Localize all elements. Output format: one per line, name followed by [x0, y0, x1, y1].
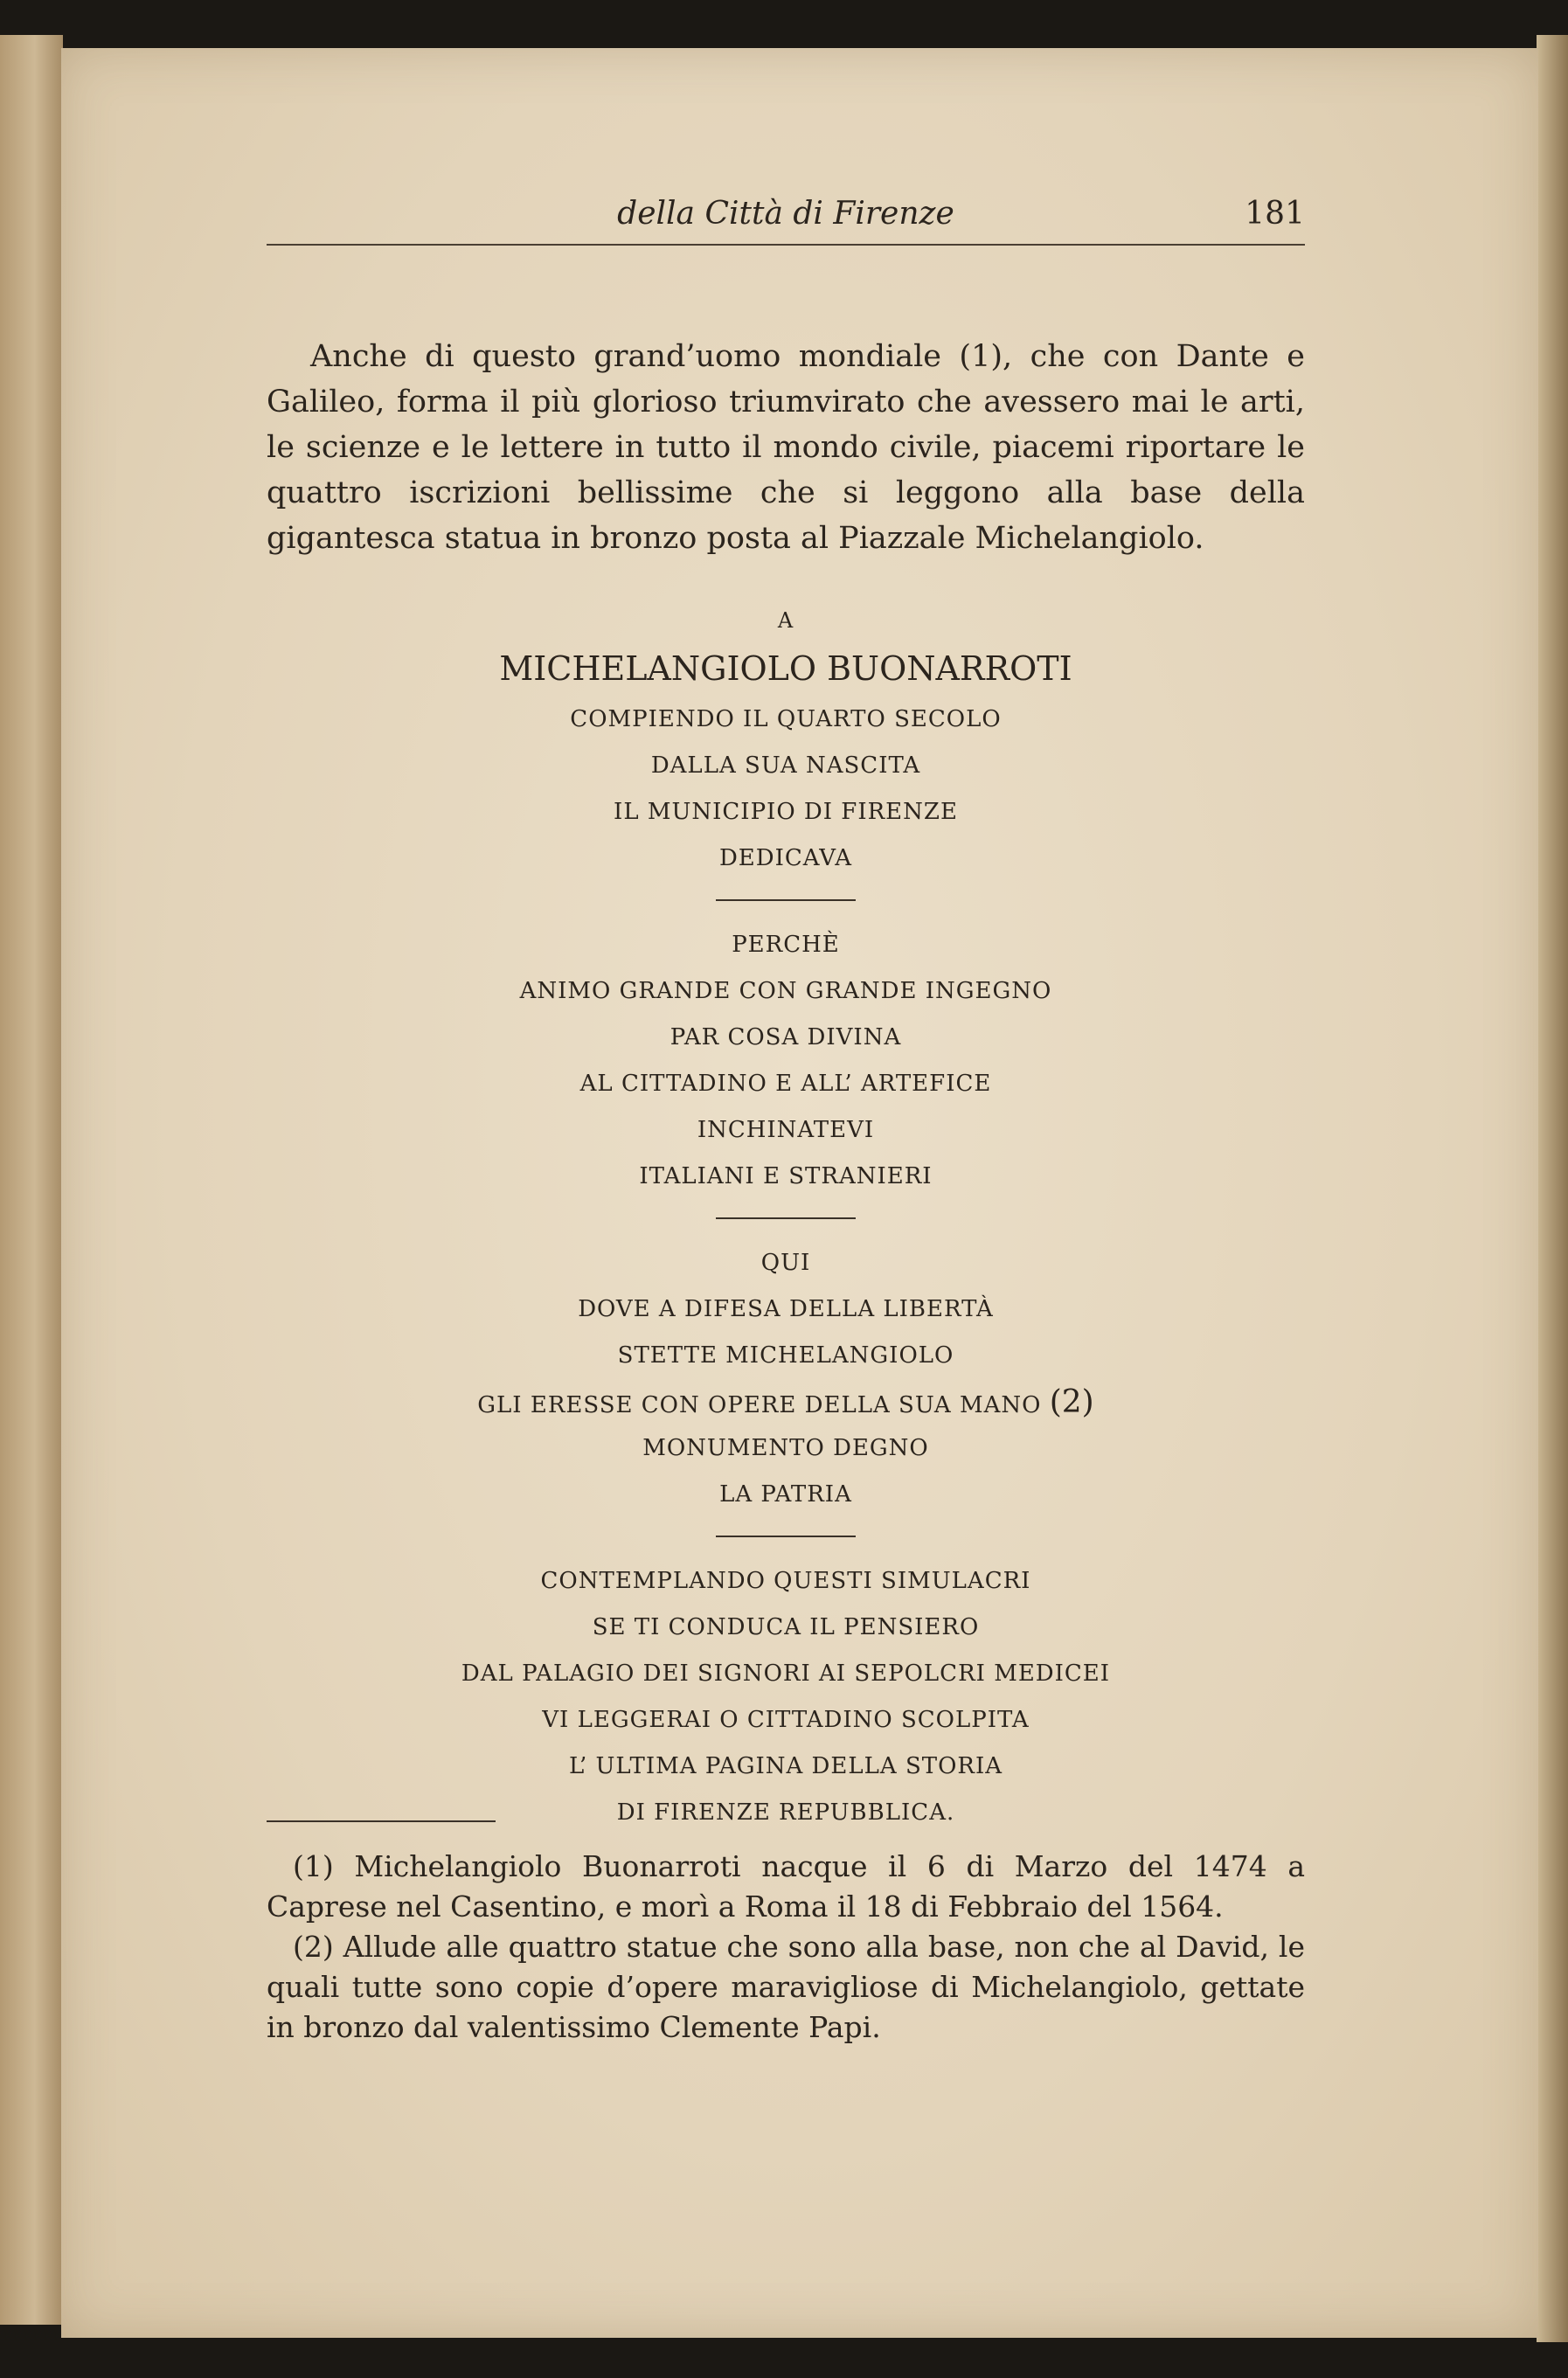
book-page: [61, 48, 1538, 2338]
inscription-line-text: GLI ERESSE CON OPERE DELLA SUA MANO: [477, 1392, 1042, 1418]
inscription-line: ITALIANI E STRANIERI: [639, 1163, 933, 1189]
footnotes: [267, 1847, 1305, 2048]
inscription-line: DALLA SUA NASCITA: [650, 752, 921, 779]
inscription-line: ANIMO GRANDE CON GRANDE INGEGNO: [519, 978, 1052, 1004]
inscription-line: LA PATRIA: [719, 1481, 852, 1508]
footnote-ref-2: (2): [1049, 1384, 1094, 1420]
inscription-divider: [716, 1217, 856, 1219]
inscription-divider: [716, 1536, 856, 1537]
inscription-line: DEDICAVA: [718, 845, 853, 871]
inscription-line: DOVE A DIFESA DELLA LIBERTÀ: [578, 1296, 994, 1322]
inscription-line: PERCHÈ: [732, 932, 840, 958]
inscription-line: STETTE MICHELANGIOLO: [617, 1342, 954, 1369]
facing-page-edge: [0, 35, 63, 2325]
inscription-line: PAR COSA DIVINA: [670, 1024, 902, 1050]
inscription-line: VI LEGGERAI O CITTADINO SCOLPITA: [542, 1707, 1030, 1733]
inscription-divider: [716, 899, 856, 901]
inscription-line: AL CITTADINO E ALL’ ARTEFICE: [579, 1071, 992, 1097]
inscription-line: SE TI CONDUCA IL PENSIERO: [592, 1614, 980, 1640]
running-title: della Città di Firenze: [617, 196, 954, 232]
inscription-line: COMPIENDO IL QUARTO SECOLO: [570, 706, 1002, 732]
inscription-line: MONUMENTO DEGNO: [642, 1435, 929, 1461]
page-number: 181: [1245, 196, 1305, 232]
intro-paragraph: [267, 334, 1305, 561]
running-header: [267, 188, 1305, 246]
footnote-1: (1) Michelangiolo Buonarroti nacque il 6 di Marzo del 1474 a Caprese nel Casentino, e morì a Roma il 18 di Febbraio del 1564.: [267, 1849, 1305, 1924]
inscription-line: IL MUNICIPIO DI FIRENZE: [614, 799, 958, 825]
inscription-line: INCHINATEVI: [697, 1117, 875, 1143]
inscription-line: CONTEMPLANDO QUESTI SIMULACRI: [540, 1568, 1031, 1594]
inscription-line: DAL PALAGIO DEI SIGNORI AI SEPOLCRI MEDICEI: [461, 1660, 1111, 1687]
inscription-name: MICHELANGIOLO BUONARROTI: [499, 649, 1072, 688]
inscription-line-with-note: [267, 1379, 1305, 1425]
inscription-dedication-a: A: [777, 608, 794, 633]
inscription-line: L’ ULTIMA PAGINA DELLA STORIA: [568, 1753, 1003, 1779]
footnote-separator: [267, 1820, 496, 1822]
inscription-line: DI FIRENZE REPUBBLICA.: [616, 1799, 955, 1826]
inscription-line: QUI: [760, 1250, 811, 1276]
intro-text: Anche di questo grand’uomo mondiale (1), che con Dante e Galileo, forma il più glorioso triumvirato che avessero mai le arti, le scienze e le lettere in tutto il mondo civile, piacemi riportare le quattro iscrizioni bellissime che si leggono alla base della gigantesca statua in bronzo posta al Piazzale Michelangiolo.: [267, 339, 1305, 556]
footnote-2: (2) Allude alle quattro statue che sono alla base, non che al David, le quali tutte sono copie d’opere maravigliose di Michelangiolo, gettate in bronzo dal valentissimo Clemente Papi.: [267, 1930, 1305, 2044]
inscriptions: [267, 600, 1305, 1836]
page-stack-edge: [1537, 35, 1568, 2342]
